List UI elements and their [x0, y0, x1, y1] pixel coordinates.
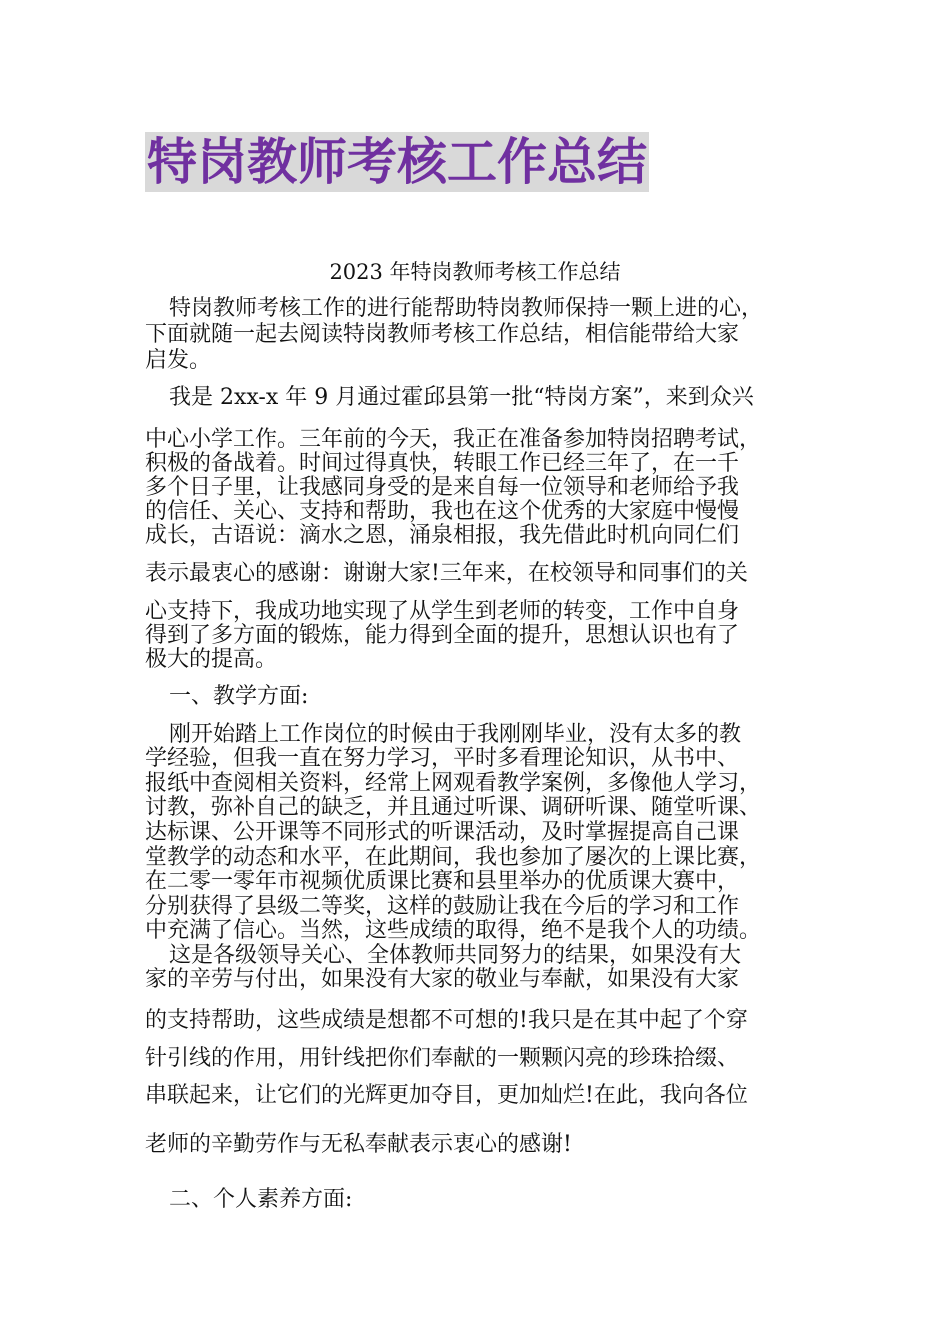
text-line: 的信任、关心、支持和帮助，我也在这个优秀的大家庭中慢慢 [145, 499, 740, 524]
text-line: 中心小学工作。三年前的今天，我正在准备参加特岗招聘考试， [145, 427, 762, 452]
text-line: 下面就随一起去阅读特岗教师考核工作总结，相信能带给大家 [145, 322, 740, 347]
text-line: 成长，古语说：滴水之恩，涌泉相报，我先借此时机向同仁们 [145, 523, 740, 548]
text-line: 我是 2xx-x 年 9 月通过霍邱县第一批“特岗方案”，来到众兴 [169, 385, 754, 410]
text-line: 堂教学的动态和水平，在此期间，我也参加了屡次的上课比赛， [145, 845, 762, 870]
document-subtitle: 2023 年特岗教师考核工作总结 [329, 260, 621, 284]
text-line: 针引线的作用，用针线把你们奉献的一颗颗闪亮的珍珠拾缀、 [145, 1046, 740, 1071]
text-line: 讨教，弥补自己的缺乏，并且通过听课、调研听课、随堂听课、 [145, 795, 762, 820]
text-line: 报纸中查阅相关资料，经常上网观看教学案例，多像他人学习， [145, 771, 762, 796]
section-heading: 一、教学方面: [169, 684, 309, 709]
document-title: 特岗教师考核工作总结 [147, 133, 647, 191]
section-heading: 二、个人素养方面: [169, 1187, 353, 1212]
text-line: 极大的提高。 [145, 647, 278, 672]
text-line: 表示最衷心的感谢：谢谢大家!三年来，在校领导和同事们的关 [145, 561, 748, 586]
text-line: 老师的辛勤劳作与无私奉献表示衷心的感谢! [145, 1132, 572, 1157]
text-line: 达标课、公开课等不同形式的听课活动，及时掌握提高自己课 [145, 820, 740, 845]
text-line: 家的辛劳与付出，如果没有大家的敬业与奉献，如果没有大家 [145, 967, 740, 992]
text-line: 这是各级领导关心、全体教师共同努力的结果，如果没有大 [169, 943, 742, 968]
text-line: 多个日子里，让我感同身受的是来自每一位领导和老师给予我 [145, 475, 740, 500]
text-line: 中充满了信心。当然，这些成绩的取得，绝不是我个人的功绩。 [145, 918, 762, 943]
text-line: 特岗教师考核工作的进行能帮助特岗教师保持一颗上进的心， [169, 296, 764, 321]
text-line: 分别获得了县级二等奖，这样的鼓励让我在今后的学习和工作 [145, 894, 740, 919]
text-line: 学经验，但我一直在努力学习，平时多看理论知识，从书中、 [145, 746, 740, 771]
text-line: 串联起来，让它们的光辉更加夺目，更加灿烂!在此，我向各位 [145, 1083, 748, 1108]
text-line: 的支持帮助，这些成绩是想都不可想的!我只是在其中起了个穿 [145, 1008, 748, 1033]
text-line: 在二零一零年市视频优质课比赛和县里举办的优质课大赛中， [145, 869, 740, 894]
text-line: 启发。 [145, 348, 212, 373]
text-line: 积极的备战着。时间过得真快，转眼工作已经三年了，在一千 [145, 451, 740, 476]
text-line: 心支持下，我成功地实现了从学生到老师的转变，工作中自身 [145, 599, 740, 624]
text-line: 刚开始踏上工作岗位的时候由于我刚刚毕业，没有太多的教 [169, 722, 742, 747]
text-line: 得到了多方面的锻炼，能力得到全面的提升，思想认识也有了 [145, 623, 740, 648]
